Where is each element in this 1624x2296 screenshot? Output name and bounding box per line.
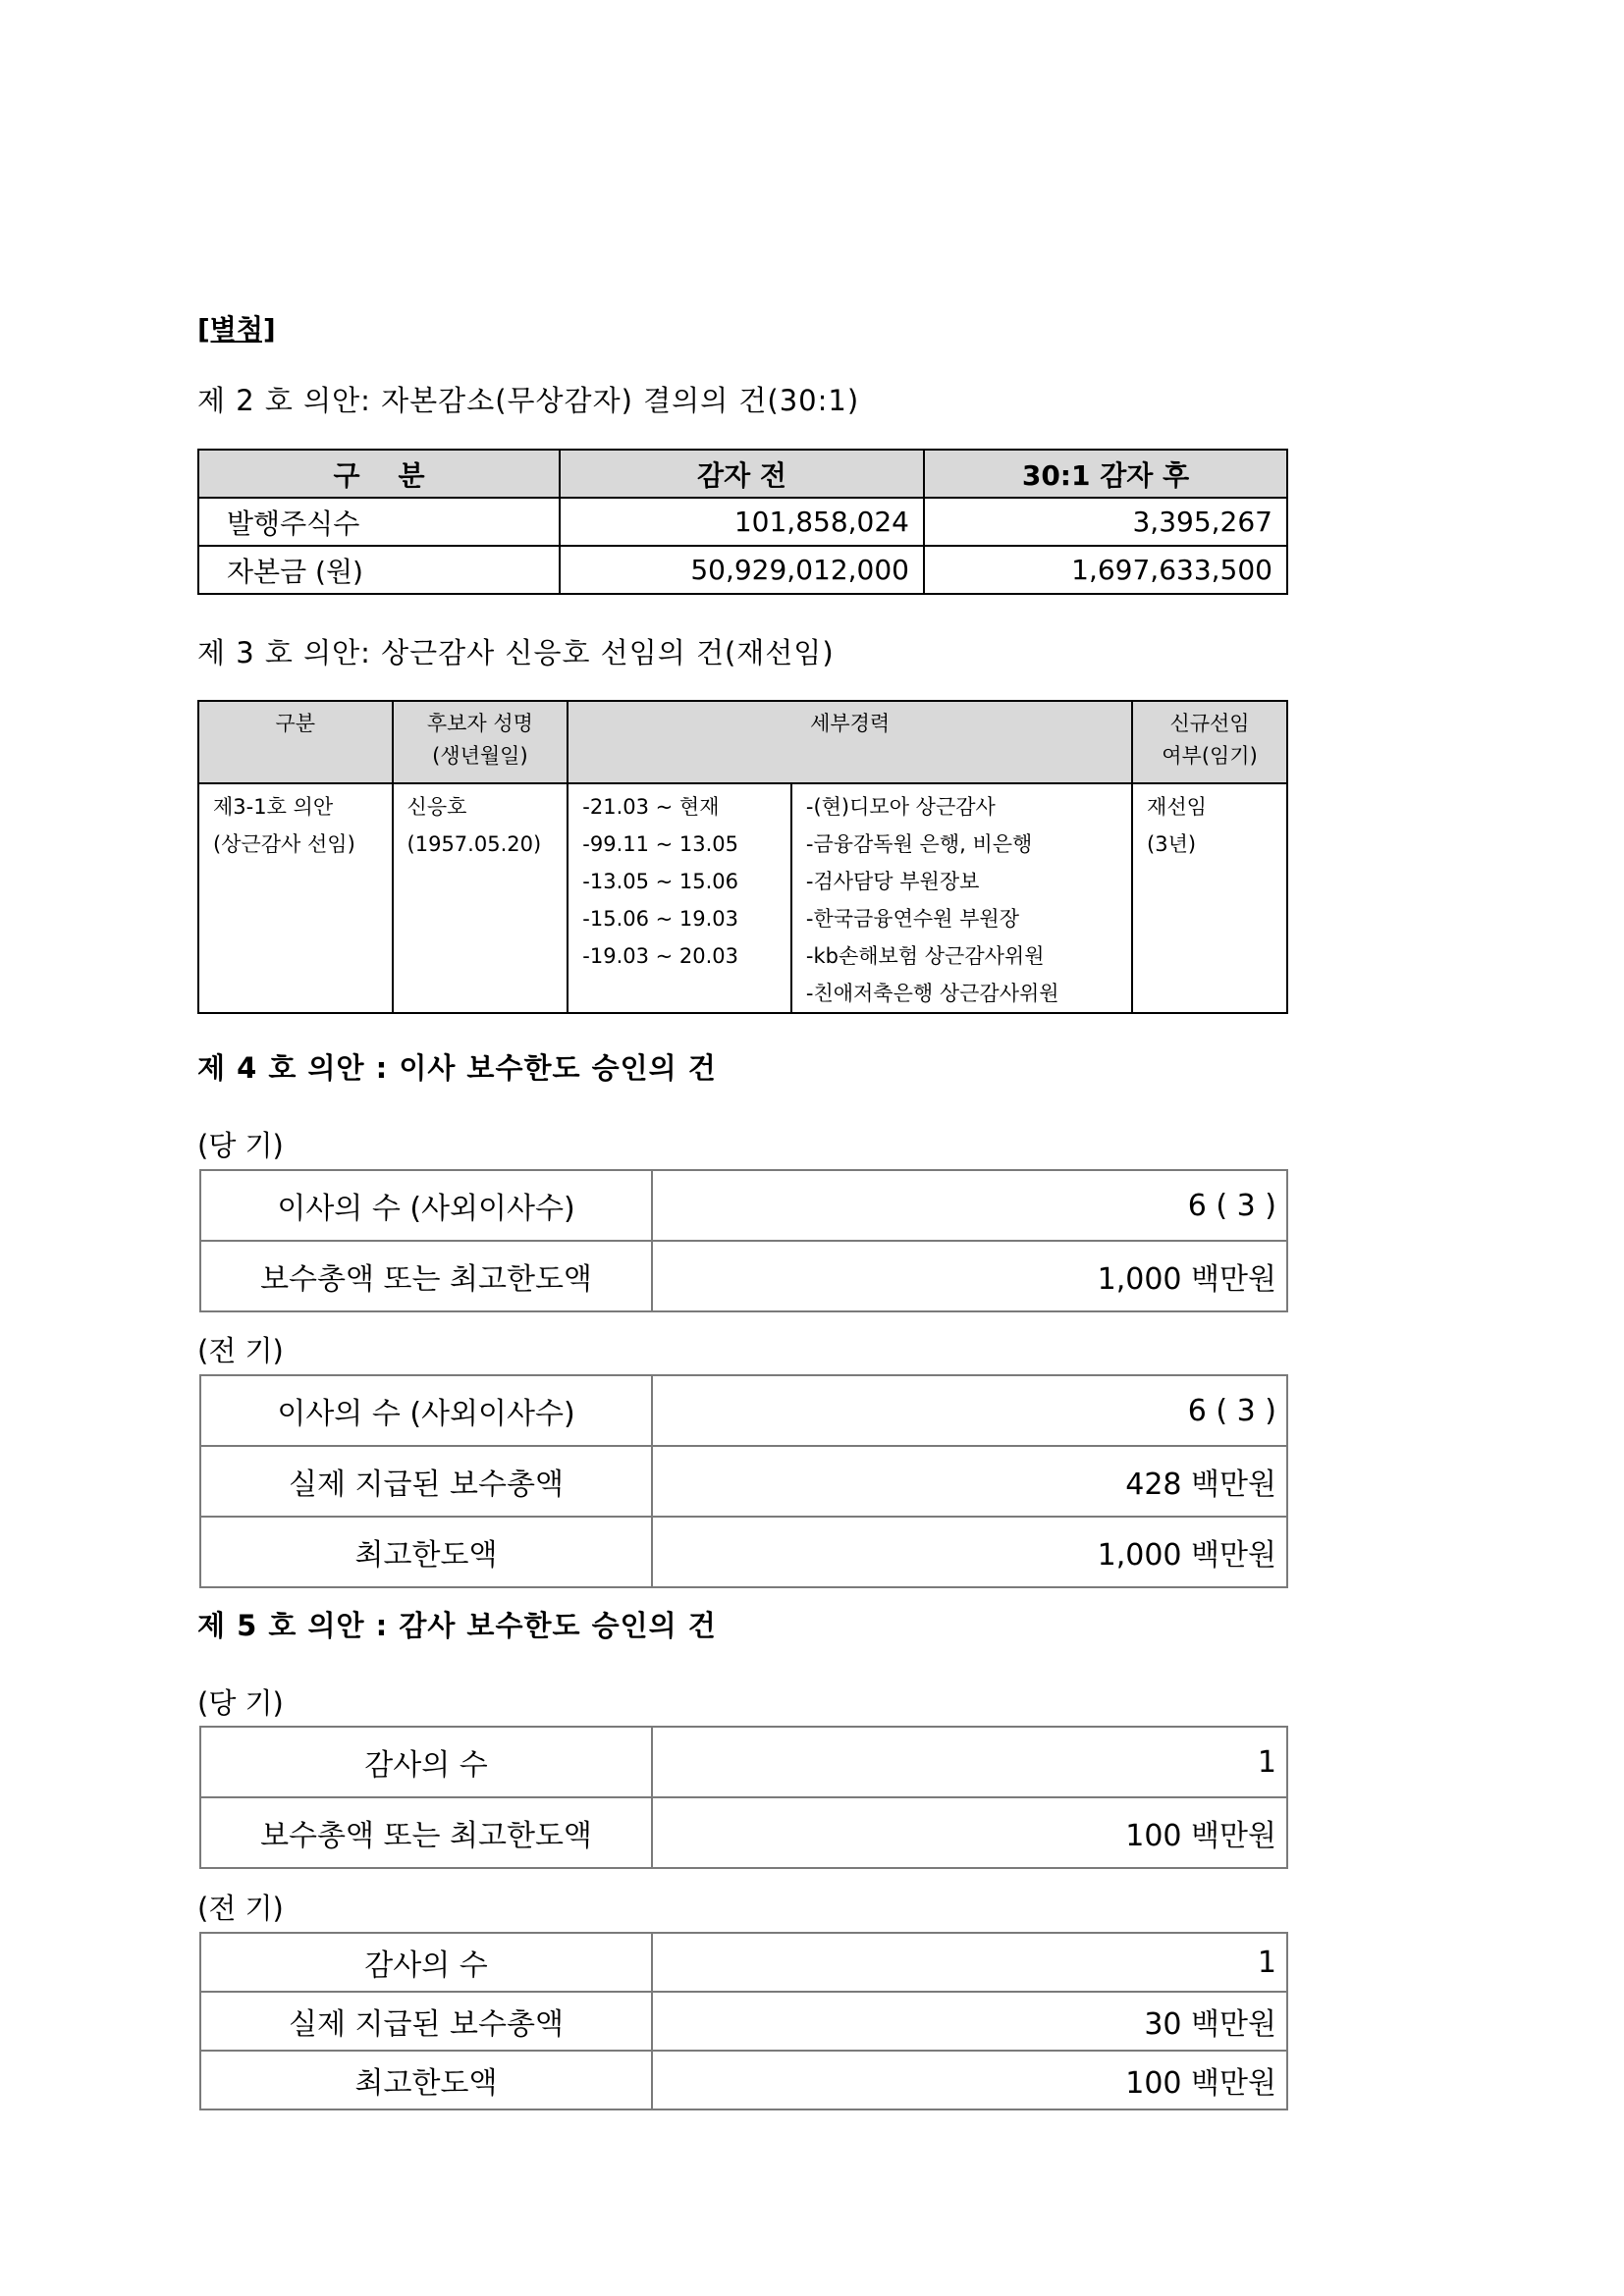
table-row [198,783,1287,1013]
row-label: 감사의 수 [200,1933,652,1992]
after-value: 1,697,633,500 [924,546,1287,594]
table-row [200,1933,1287,1992]
table-row [200,1992,1287,2051]
after-value: 3,395,267 [924,498,1287,546]
table-header-row [198,450,1287,498]
career-period-cell: -21.03 ~ 현재 -99.11 ~ 13.05 -13.05 ~ 15.06 -15.06 ~ 19.03 -19.03 ~ 20.03 [568,783,791,1013]
table-row [200,1517,1287,1587]
table-row [200,1241,1287,1311]
table-row [200,1375,1287,1446]
agenda2-heading: 제 2 호 의안: 자본감소(무상감자) 결의의 건(30:1) [197,384,860,417]
agenda4-heading: 제 4 호 의안 : 이사 보수한도 승인의 건 [197,1051,717,1085]
row-value: 6 ( 3 ) [652,1170,1287,1241]
column-header-category: 구분 [198,701,393,783]
agenda5-heading: 제 5 호 의안 : 감사 보수한도 승인의 건 [197,1609,717,1642]
row-label: 최고한도액 [200,1517,652,1587]
row-value: 100 백만원 [652,2051,1287,2109]
row-label: 보수총액 또는 최고한도액 [200,1797,652,1868]
auditor-remuneration-previous-table [199,1932,1288,2110]
row-label: 보수총액 또는 최고한도액 [200,1241,652,1311]
column-header: 감자 전 [560,450,924,498]
row-label: 자본금 (원) [198,546,560,594]
row-label: 감사의 수 [200,1727,652,1797]
row-value: 1,000 백만원 [652,1241,1287,1311]
table-row [200,1727,1287,1797]
row-label: 실제 지급된 보수총액 [200,1446,652,1517]
row-label: 발행주식수 [198,498,560,546]
table-row [200,1797,1287,1868]
director-remuneration-previous-table [199,1374,1288,1588]
table-row [200,2051,1287,2109]
table-header-row [198,701,1287,783]
before-value: 50,929,012,000 [560,546,924,594]
row-value: 1 [652,1933,1287,1992]
row-value: 1 [652,1727,1287,1797]
agenda3-heading: 제 3 호 의안: 상근감사 신응호 선임의 건(재선임) [197,636,835,669]
table-row [200,1170,1287,1241]
before-value: 101,858,024 [560,498,924,546]
row-value: 6 ( 3 ) [652,1375,1287,1446]
auditor-election-table [197,700,1288,1014]
column-header-career: 세부경력 [568,701,1132,783]
new-election-cell: 재선임 (3년) [1132,783,1287,1013]
column-header-candidate: 후보자 성명 (생년월일) [393,701,568,783]
row-label: 실제 지급된 보수총액 [200,1992,652,2051]
table-row [198,498,1287,546]
row-value: 100 백만원 [652,1797,1287,1868]
capital-reduction-table [197,449,1288,595]
career-position-cell: -(현)디모아 상근감사 -금융감독원 은행, 비은행 -검사담당 부원장보 -한국금융연수원 부원장 -kb손해보험 상근감사위원 -친애저축은행 상근감사위원 [791,783,1132,1013]
attachment-label: [별첨] [197,313,276,346]
table-row [200,1446,1287,1517]
column-header: 30:1 감자 후 [924,450,1287,498]
director-remuneration-current-table [199,1169,1288,1312]
row-label: 이사의 수 (사외이사수) [200,1170,652,1241]
row-label: 최고한도액 [200,2051,652,2109]
auditor-remuneration-current-table [199,1726,1288,1869]
period-label-previous: (전 기) [197,1892,284,1925]
category-cell: 제3-1호 의안 (상근감사 선임) [198,783,393,1013]
period-label-previous: (전 기) [197,1334,284,1367]
row-label: 이사의 수 (사외이사수) [200,1375,652,1446]
column-header-new: 신규선임 여부(임기) [1132,701,1287,783]
row-value: 428 백만원 [652,1446,1287,1517]
table-row [198,546,1287,594]
column-header: 구 분 [198,450,560,498]
period-label-current: (당 기) [197,1686,284,1720]
row-value: 1,000 백만원 [652,1517,1287,1587]
candidate-cell: 신응호 (1957.05.20) [393,783,568,1013]
row-value: 30 백만원 [652,1992,1287,2051]
period-label-current: (당 기) [197,1129,284,1162]
